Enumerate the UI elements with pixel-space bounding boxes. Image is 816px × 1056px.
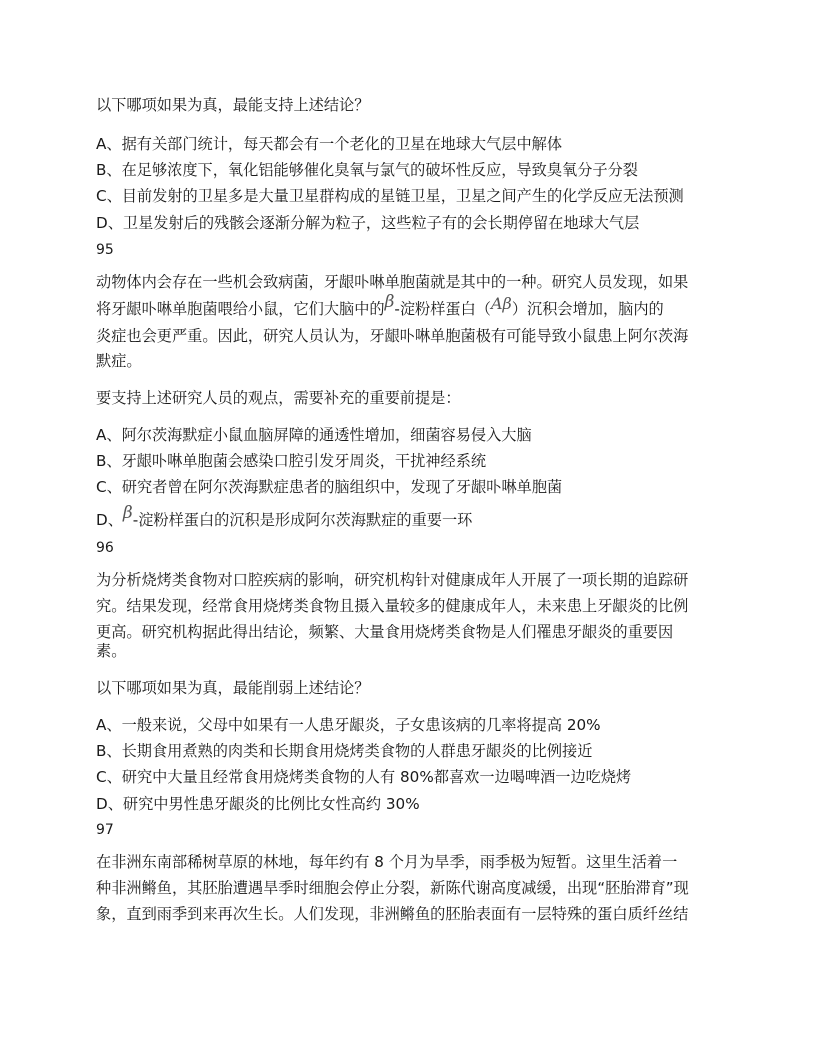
option-c: C、研究者曾在阿尔茨海默症患者的脑组织中，发现了牙龈卟啉单胞菌 (96, 478, 563, 496)
passage-line: 素。 (96, 642, 127, 660)
passage-line: 更高。研究机构据此得出结论，频繁、大量食用烧烤类食物是人们罹患牙龈炎的重要因 (96, 623, 674, 641)
option-b: B、长期食用煮熟的肉类和长期食用烧烤类食物的人群患牙龈炎的比例接近 (96, 742, 593, 760)
question-number: 95 (96, 242, 114, 258)
passage-line: 种非洲鳉鱼，其胚胎遭遇旱季时细胞会停止分裂，新陈代谢高度减缓，出现“胚胎滞育”现 (96, 879, 689, 897)
question-prompt: 要支持上述研究人员的观点，需要补充的重要前提是： (96, 389, 461, 407)
abeta-symbol: Aβ (491, 294, 512, 313)
option-a: A、阿尔茨海默症小鼠血脑屏障的通透性增加，细菌容易侵入大脑 (96, 426, 532, 444)
option-d: D、研究中男性患牙龈炎的比例比女性高约 30% (96, 795, 420, 813)
passage-line: 究。结果发现，经常食用烧烤类食物且摄入量较多的健康成年人，未来患上牙龈炎的比例 (96, 597, 689, 615)
option-d: D、卫星发射后的残骸会逐渐分解为粒子，这些粒子有的会长期停留在地球大气层 (96, 214, 640, 232)
option-c: C、目前发射的卫星多是大量卫星群构成的星链卫星，卫星之间产生的化学反应无法预测 (96, 187, 684, 205)
option-d: D、β-淀粉样蛋白的沉积是形成阿尔茨海默症的重要一环 (96, 503, 473, 529)
passage-line: 动物体内会存在一些机会致病菌，牙龈卟啉单胞菌就是其中的一种。研究人员发现，如果 (96, 273, 689, 291)
option-c: C、研究中大量且经常食用烧烤类食物的人有 80%都喜欢一边喝啤酒一边吃烧烤 (96, 768, 632, 786)
passage-line: 在非洲东南部稀树草原的林地，每年约有 8 个月为旱季，雨季极为短暂。这里生活着一 (96, 853, 678, 871)
passage-line: 为分析烧烤类食物对口腔疾病的影响，研究机构针对健康成年人开展了一项长期的追踪研 (96, 571, 689, 589)
question-number: 97 (96, 822, 114, 838)
option-a: A、一般来说，父母中如果有一人患牙龈炎，子女患该病的几率将提高 20% (96, 716, 601, 734)
beta-symbol: β (384, 292, 395, 312)
option-a: A、据有关部门统计，每天都会有一个老化的卫星在地球大气层中解体 (96, 135, 563, 153)
passage-line: 象，直到雨季到来再次生长。人们发现，非洲鳉鱼的胚胎表面有一层特殊的蛋白质纤丝结 (96, 905, 689, 923)
passage-line: 炎症也会更严重。因此，研究人员认为，牙龈卟啉单胞菌极有可能导致小鼠患上阿尔茨海 (96, 327, 689, 345)
beta-symbol: β (122, 503, 133, 523)
question-number: 96 (96, 540, 114, 556)
question-prompt: 以下哪项如果为真，最能削弱上述结论？ (96, 679, 370, 697)
option-b: B、牙龈卟啉单胞菌会感染口腔引发牙周炎，干扰神经系统 (96, 452, 487, 470)
question-prompt: 以下哪项如果为真，最能支持上述结论？ (96, 96, 370, 114)
passage-line: 将牙龈卟啉单胞菌喂给小鼠，它们大脑中的β-淀粉样蛋白（Aβ）沉积会增加，脑内的 (96, 292, 664, 318)
passage-line: 默症。 (96, 352, 142, 370)
option-b: B、在足够浓度下，氧化铝能够催化臭氧与氯气的破坏性反应，导致臭氧分子分裂 (96, 161, 638, 179)
